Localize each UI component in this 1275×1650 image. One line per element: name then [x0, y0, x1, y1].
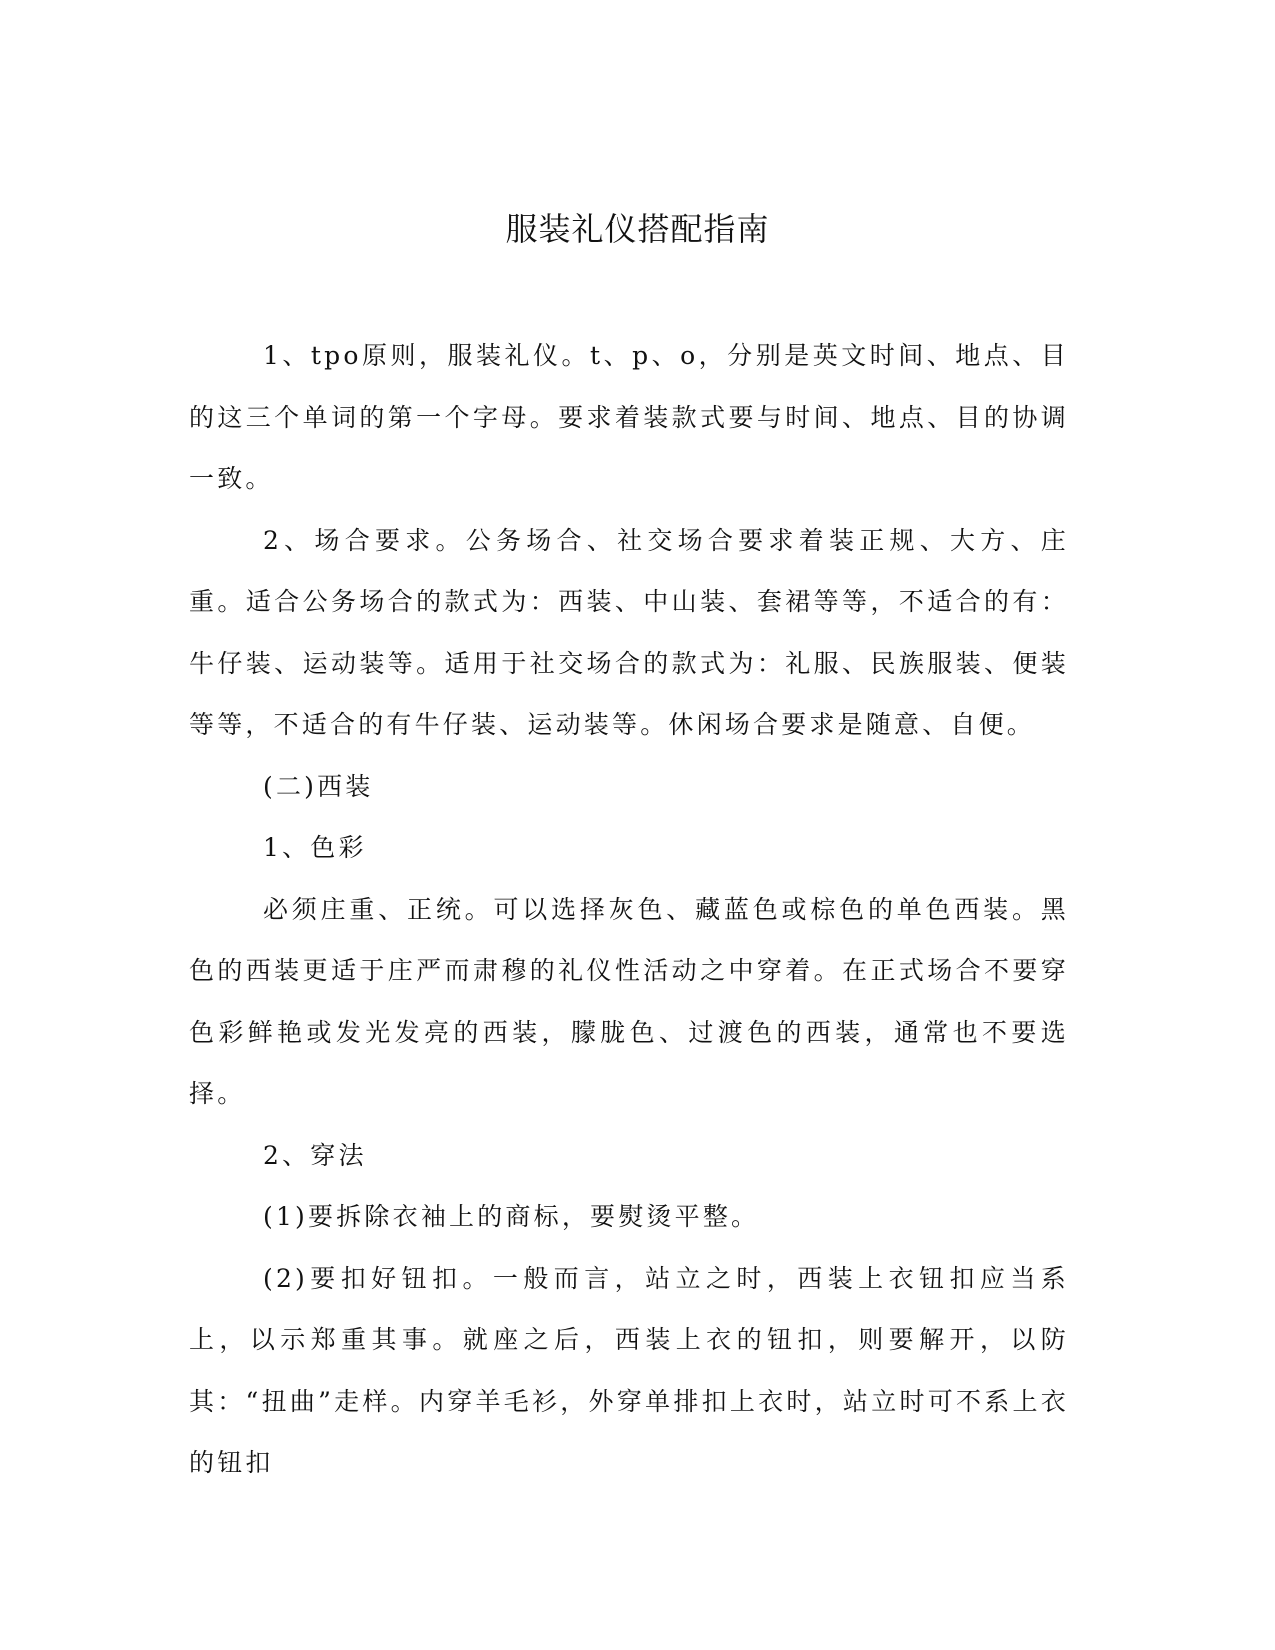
subheading-color: 1、色彩: [263, 833, 367, 862]
document-title: 服装礼仪搭配指南: [505, 210, 770, 248]
subheading-wearing-method: 2、穿法: [263, 1140, 367, 1170]
paragraph-tpo-principle: 1、tpo原则，服装礼仪。t、p、o，分别是英文时间、地点、目的这三个单词的第一个字母。要求着装款式要与时间、地点、目的协调一致。: [189, 341, 1069, 493]
paragraph-occasion-requirements: 2、场合要求。公务场合、社交场合要求着装正规、大方、庄重。适合公务场合的款式为：西装、中山装、套裙等等，不适合的有：牛仔装、运动装等。适用于社交场合的款式为：礼服、民族服装、便装等等，不适合的有牛仔装、运动装等。休闲场合要求是随意、自便。: [189, 525, 1069, 739]
paragraph-color: 必须庄重、正统。可以选择灰色、藏蓝色或棕色的单色西装。黑色的西装更适于庄严而肃穆的礼仪性活动之中穿着。在正式场合不要穿色彩鲜艳或发光发亮的西装，朦胧色、过渡色的西装，通常也不要选择。: [189, 894, 1069, 1108]
document-body: [189, 325, 1069, 1494]
paragraph-buttons: (2)要扣好钮扣。一般而言，站立之时，西装上衣钮扣应当系上，以示郑重其事。就座之后，西装上衣的钮扣，则要解开，以防其：“扭曲”走样。内穿羊毛衫，外穿单排扣上衣时，站立时可不系上衣的钮扣: [189, 1263, 1069, 1477]
section-heading-suit: (二)西装: [263, 771, 374, 801]
paragraph-remove-labels: (1)要拆除衣袖上的商标，要熨烫平整。: [263, 1202, 760, 1231]
